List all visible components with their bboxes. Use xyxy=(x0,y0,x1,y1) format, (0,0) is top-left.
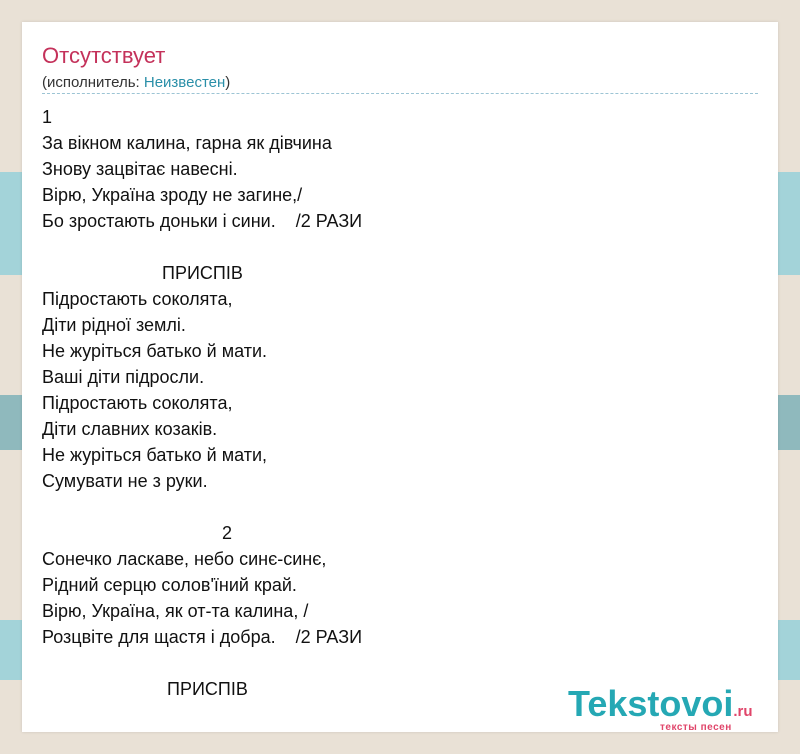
lyric-line: ПРИСПІВ xyxy=(42,263,243,283)
lyric-line: Підростають соколята, xyxy=(42,289,233,309)
lyric-line: Вірю, Україна зроду не загине,/ xyxy=(42,185,303,205)
lyric-line: Підростають соколята, xyxy=(42,393,233,413)
lyric-line xyxy=(42,494,758,520)
artist-line xyxy=(42,73,230,93)
logo-main-text: Tekstovoi xyxy=(568,683,734,724)
lyric-line: Знову зацвітає навесні. xyxy=(42,159,238,179)
lyric-line: Діти славних козаків. xyxy=(42,419,218,439)
lyric-line: За вікном калина, гарна як дівчина xyxy=(42,133,332,153)
artist-link[interactable]: Неизвестен xyxy=(143,74,226,91)
logo-tagline: тексты песен xyxy=(660,722,732,733)
lyrics-text xyxy=(42,104,758,702)
lyric-line: ПРИСПІВ xyxy=(42,679,248,699)
artist-suffix: ) xyxy=(225,74,231,91)
title-divider xyxy=(42,93,758,94)
lyric-line: Сумувати не з руки. xyxy=(42,471,208,491)
lyric-line: 2 xyxy=(42,523,233,543)
song-title: Отсутствует xyxy=(42,43,166,68)
logo-tld: .ru xyxy=(733,703,753,720)
artist-prefix: (исполнитель: xyxy=(42,74,144,91)
site-logo[interactable] xyxy=(568,683,753,733)
lyric-line xyxy=(42,650,758,676)
lyric-line: Сонечко ласкаве, небо синє-синє, xyxy=(42,549,327,569)
lyric-line: Бо зростають доньки і сини. /2 РАЗИ xyxy=(42,211,363,231)
lyric-line: Рідний серцю солов'їний край. xyxy=(42,575,297,595)
lyric-line: 1 xyxy=(42,107,53,127)
lyric-line: Розцвіте для щастя і добра. /2 РАЗИ xyxy=(42,627,363,647)
lyric-line: Ваші діти підросли. xyxy=(42,367,205,387)
lyrics-card xyxy=(22,22,778,732)
lyric-line: Діти рідної землі. xyxy=(42,315,186,335)
lyric-line xyxy=(42,234,758,260)
lyric-line: Вірю, Україна, як от-та калина, / xyxy=(42,601,309,621)
lyric-line: Не журіться батько й мати, xyxy=(42,445,267,465)
lyric-line: Не журіться батько й мати. xyxy=(42,341,267,361)
